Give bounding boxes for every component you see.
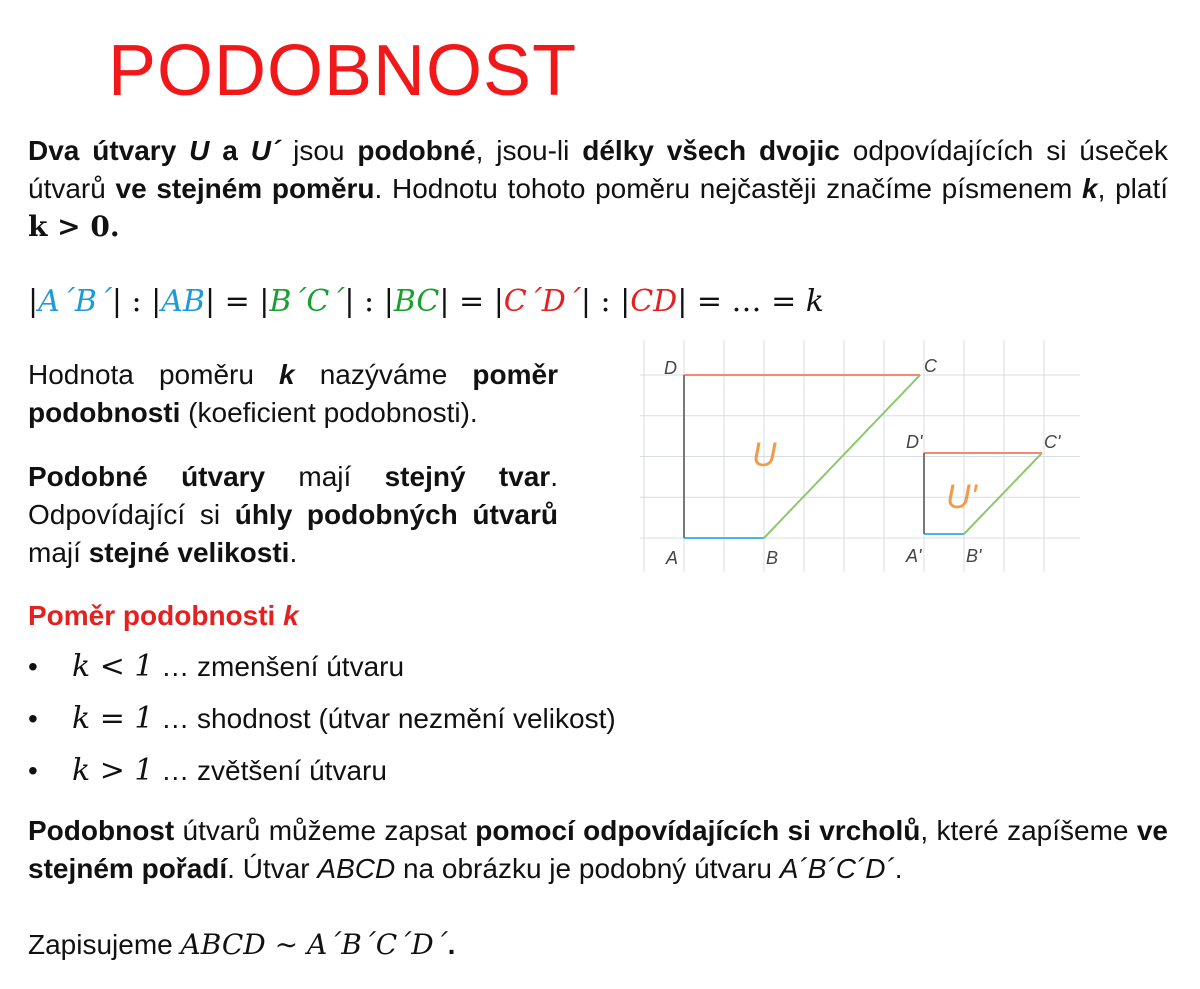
similar-shapes-paragraph: Podobné útvary mají stejný tvar. Odpovídající si úhly podobných útvarů mají stejné velikosti. [28, 461, 559, 568]
vertex-label-d-prime: D' [906, 432, 923, 452]
ratio-equation: |A´B´| : |AB| = |B´C´| : |BC| = |C´D´| : |CD| = … = k [28, 284, 824, 319]
shape-label-u: U [752, 436, 777, 474]
vertex-label-a-prime: A' [906, 546, 922, 566]
vertex-label-c: C [924, 356, 937, 376]
list-item: • k < 1 … zmenšení útvaru [28, 649, 405, 684]
similar-shapes-figure [640, 340, 1080, 572]
page-title: PODOBNOST [108, 31, 578, 111]
ratio-heading: Poměr podobnosti k [28, 600, 299, 631]
vertex-label-a: A [666, 548, 679, 568]
list-item: • k > 1 … zvětšení útvaru [28, 753, 387, 788]
final-notation: Zapisujeme ABCD ∼ A´B´C´D´. [28, 928, 456, 961]
vertex-label-d: D [664, 358, 677, 378]
shape-label-u-prime: U' [946, 478, 978, 516]
ratio-definition-paragraph: Hodnota poměru k nazýváme poměr podobnosti (koeficient podobnosti). [28, 359, 558, 428]
vertex-label-b: B [766, 548, 779, 568]
definition-paragraph: Dva útvary U a U´ jsou podobné, jsou-li délky všech dvojic odpovídajících si úseček útvarů ve stejném poměru. Hodnotu tohoto poměru nejčastěji značíme písmenem k, platí k > 0. [28, 135, 1169, 243]
ratio-cases-list [28, 648, 616, 804]
notation-paragraph: Podobnost útvarů můžeme zapsat pomocí odpovídajících si vrcholů, které zapíšeme ve stejném pořadí. Útvar ABCD na obrázku je podobný útvaru A´B´C´D´. [28, 815, 1168, 884]
vertex-label-c-prime: C' [1044, 432, 1061, 452]
vertex-label-b-prime: B' [966, 546, 982, 566]
list-item: • k = 1 … shodnost (útvar nezmění velikost) [28, 701, 616, 736]
